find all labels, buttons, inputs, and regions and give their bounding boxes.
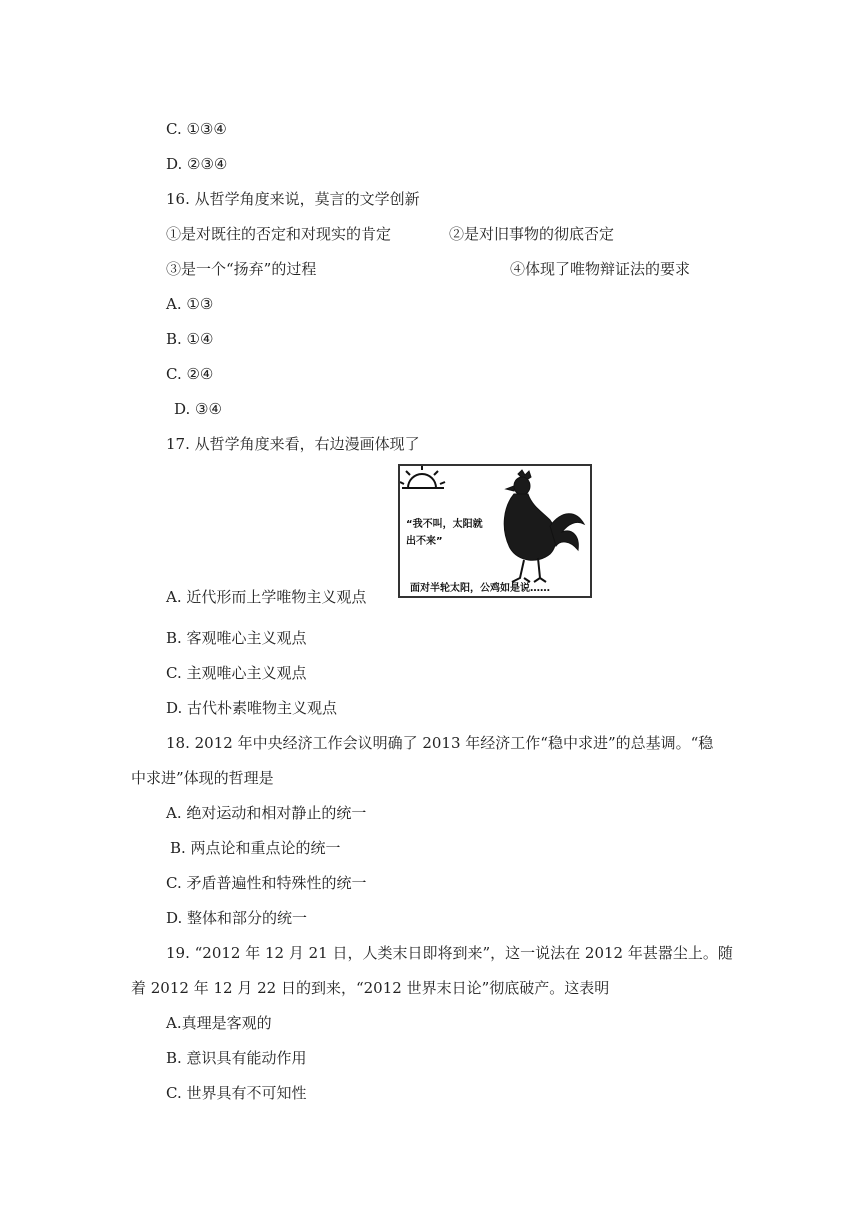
q16-option-b: B. ①④ [166, 330, 214, 348]
q16-item-3: ③是一个“扬弃”的过程 [166, 260, 317, 278]
q16-stem: 16. 从哲学角度来说，莫言的文学创新 [166, 190, 420, 208]
q19-option-a: A.真理是客观的 [166, 1014, 272, 1032]
q17-option-c: C. 主观唯心主义观点 [166, 664, 307, 682]
q16-option-c: C. ②④ [166, 365, 214, 383]
q19-stem-line-2: 着 2012 年 12 月 22 日的到来，“2012 世界末日论”彻底破产。这表明 [131, 979, 610, 997]
q16-option-a: A. ①③ [166, 295, 214, 313]
q18-option-b: B. 两点论和重点论的统一 [170, 839, 341, 857]
half-sun-icon [408, 474, 436, 488]
q17-stem: 17. 从哲学角度来看，右边漫画体现了 [166, 435, 420, 453]
q17-cartoon [398, 464, 592, 598]
q15-option-c: C. ①③④ [166, 120, 227, 138]
q16-option-d: D. ③④ [174, 400, 222, 418]
cartoon-caption: 面对半轮太阳，公鸡如是说…… [410, 583, 550, 594]
q18-stem-line-1: 18. 2012 年中央经济工作会议明确了 2013 年经济工作“稳中求进”的总基调。“稳 [166, 734, 714, 752]
q15-option-d: D. ②③④ [166, 155, 228, 173]
q18-option-d: D. 整体和部分的统一 [166, 909, 308, 927]
q18-option-c: C. 矛盾普遍性和特殊性的统一 [166, 874, 367, 892]
rooster-icon [504, 470, 584, 582]
cartoon-speech-text: “我不叫，太阳就出不来” [406, 519, 483, 547]
q19-option-c: C. 世界具有不可知性 [166, 1084, 307, 1102]
q17-option-b: B. 客观唯心主义观点 [166, 629, 307, 647]
q19-option-b: B. 意识具有能动作用 [166, 1049, 307, 1067]
q16-item-4: ④体现了唯物辩证法的要求 [510, 260, 691, 278]
q18-stem-line-2: 中求进”体现的哲理是 [131, 769, 274, 787]
q16-item-2: ②是对旧事物的彻底否定 [449, 225, 615, 243]
q18-option-a: A. 绝对运动和相对静止的统一 [166, 804, 367, 822]
q19-stem-line-1: 19. “2012 年 12 月 21 日，人类末日即将到来”，这一说法在 2012 年甚嚣尘上。随 [166, 944, 733, 962]
q16-item-1: ①是对既往的否定和对现实的肯定 [166, 225, 392, 243]
q17-option-a: A. 近代形而上学唯物主义观点 [166, 588, 367, 606]
q17-option-d: D. 古代朴素唯物主义观点 [166, 699, 338, 717]
